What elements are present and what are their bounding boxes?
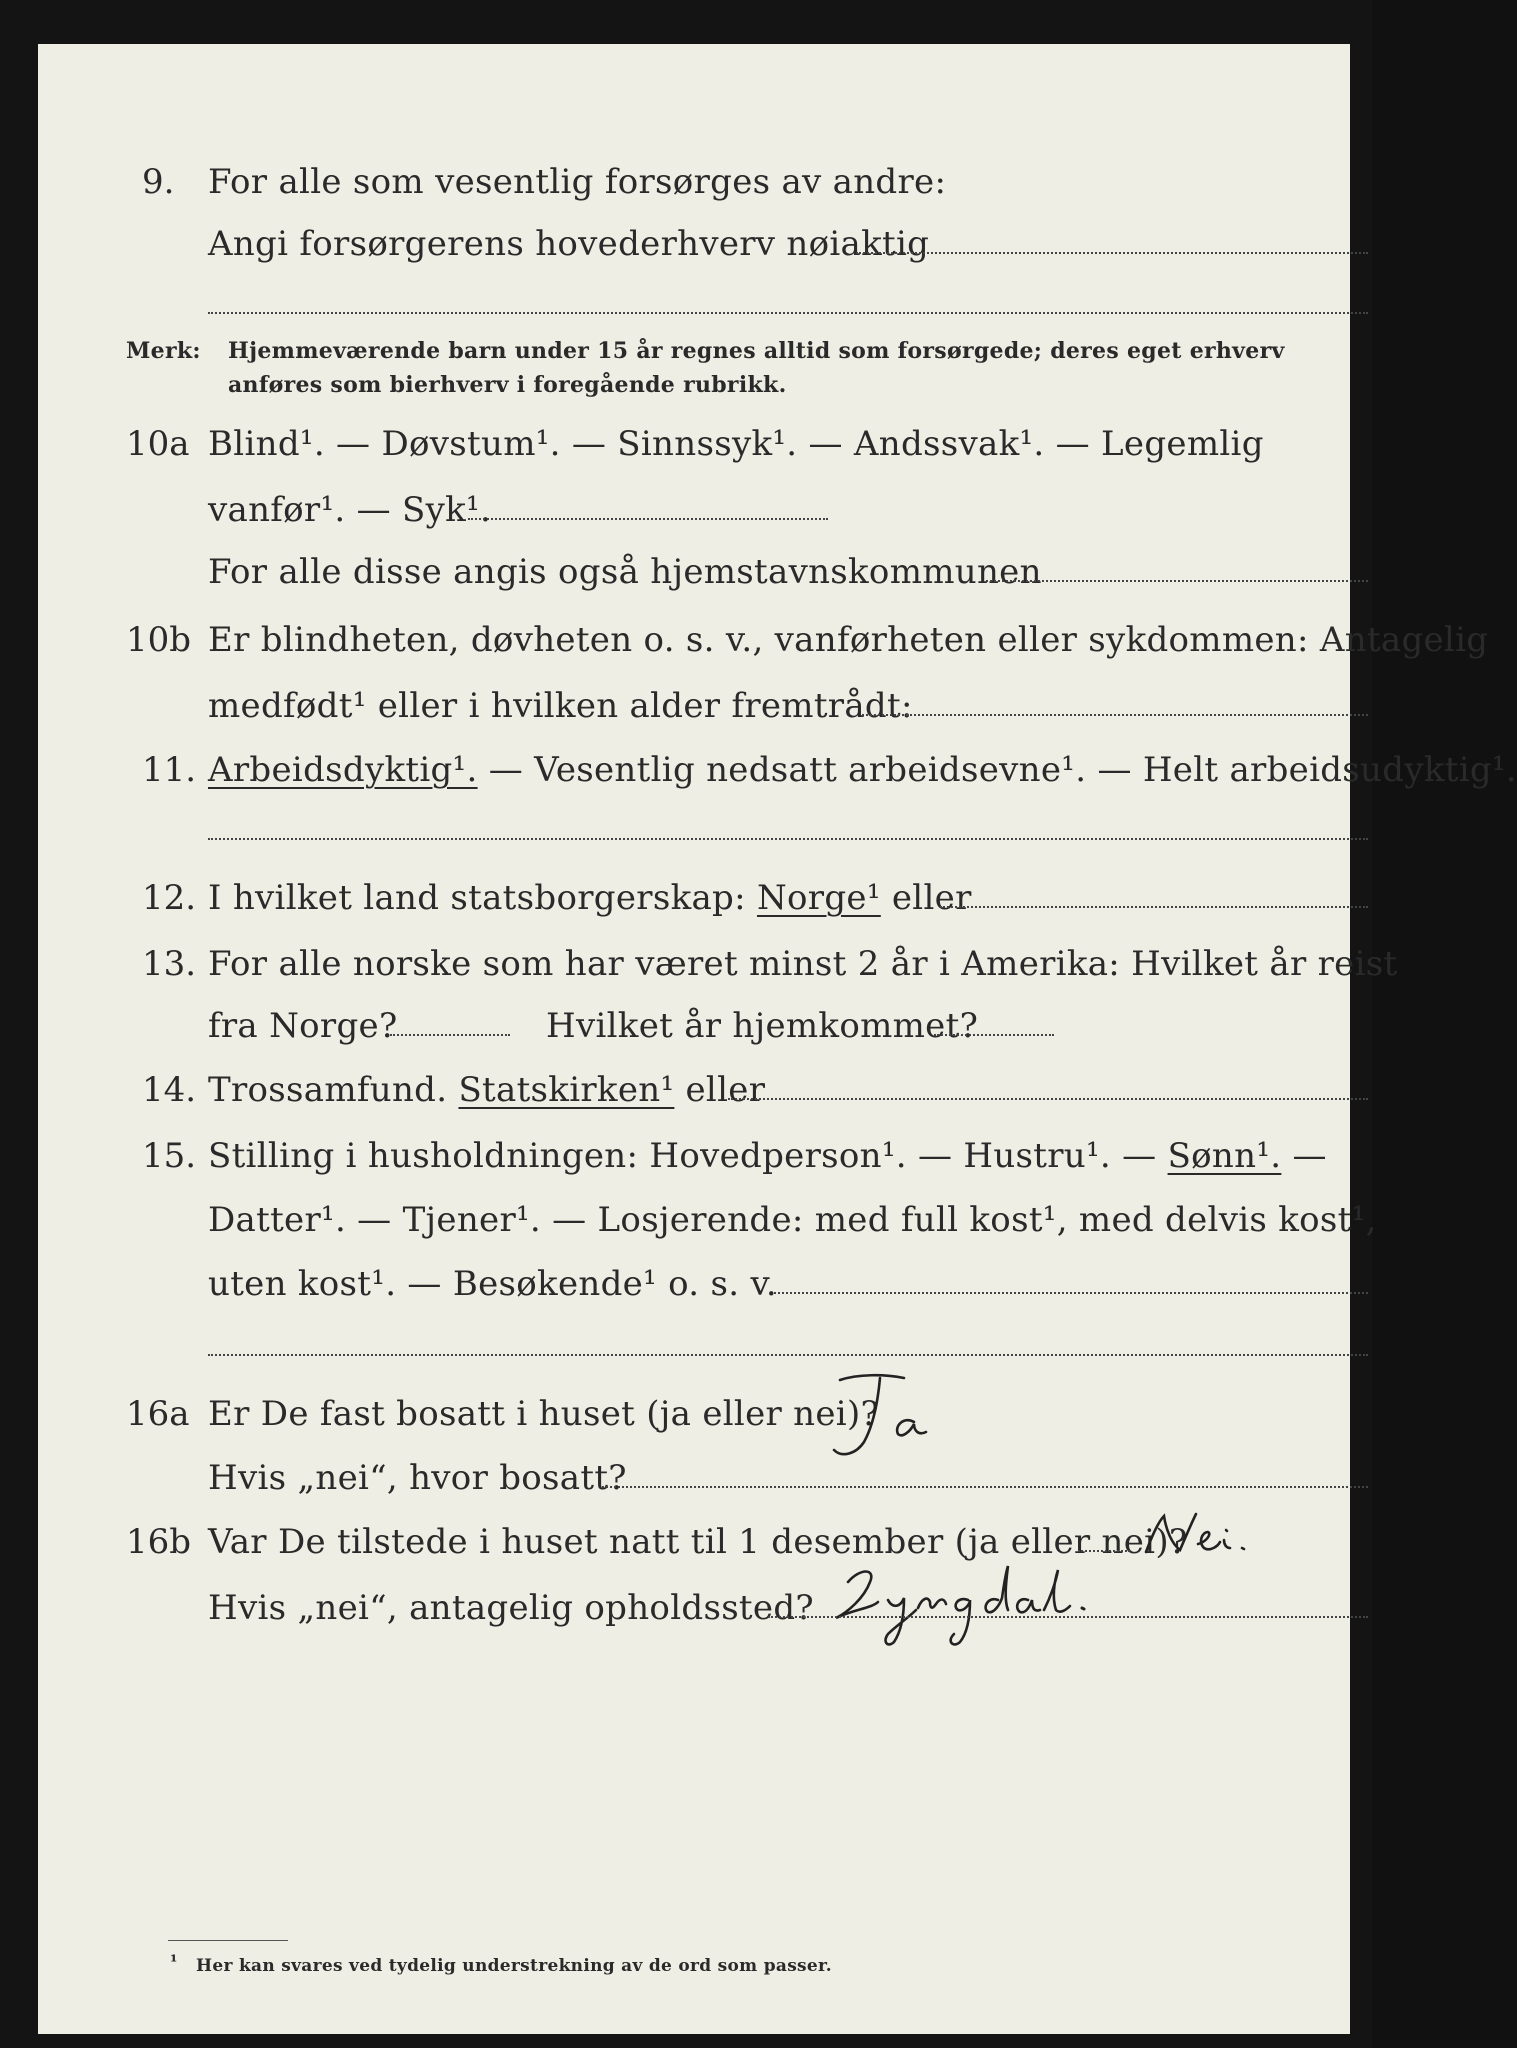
q14-number: 14. — [142, 1070, 197, 1110]
q16a-bosatt-line — [602, 1486, 1368, 1488]
q12-prefix: I hvilket land statsborgerskap: — [208, 878, 746, 918]
q9-line2: Angi forsørgerens hovederhverv nøiaktig — [208, 224, 930, 264]
q12-norge-underlined: Norge¹ — [756, 878, 881, 918]
q10b-line2: medfødt¹ eller i hvilken alder fremtrådt: — [208, 686, 913, 726]
merk-line2: anføres som bierhverv i foregående rubrikk. — [228, 372, 787, 398]
q10a-line2: vanfør¹. — Syk¹. — [208, 490, 492, 530]
q16b-opholdssted-line — [768, 1616, 1368, 1618]
q13-hjemkommet-line — [934, 1034, 1054, 1036]
q15-number: 15. — [142, 1136, 197, 1176]
footnote-separator — [168, 1940, 288, 1941]
merk-label: Merk: — [126, 338, 201, 364]
census-form-page — [38, 44, 1517, 2034]
q12-answer-line — [940, 906, 1368, 908]
q10a-syk-line — [468, 518, 828, 520]
footnote-mark: ¹ — [170, 1952, 178, 1972]
q16a-line1: Er De fast bosatt i huset (ja eller nei)? — [208, 1394, 880, 1434]
q9-extra-line — [208, 312, 1368, 314]
q16a-line2: Hvis „nei“, hvor bosatt? — [208, 1458, 627, 1498]
q11-extra-line — [208, 838, 1368, 840]
q9-number: 9. — [142, 162, 175, 202]
q13-line1: For alle norske som har været minst 2 år i Amerika: Hvilket år reist — [208, 944, 1398, 984]
q14-prefix: Trossamfund. — [208, 1070, 448, 1110]
q16b-line2: Hvis „nei“, antagelig opholdssted? — [208, 1588, 814, 1628]
q9-line1: For alle som vesentlig forsørges av andre: — [208, 162, 947, 202]
q16b-handwritten-place — [818, 1558, 1138, 1650]
q14-answer-line — [728, 1098, 1368, 1100]
q10a-line1: Blind¹. — Døvstum¹. — Sinnssyk¹. — Andssvak¹. — Legemlig — [208, 424, 1264, 464]
q11-text — [208, 750, 1517, 790]
q12-number: 12. — [142, 878, 197, 918]
q12-text — [208, 878, 972, 918]
q16b-line1: Var De tilstede i huset natt til 1 desember (ja eller nei)? — [208, 1522, 1188, 1562]
q10b-line1: Er blindheten, døvheten o. s. v., vanførheten eller sykdommen: Antagelig — [208, 620, 1489, 660]
q10a-kommune-line — [986, 580, 1368, 582]
q9-answer-line — [856, 252, 1368, 254]
q10b-answer-line — [862, 714, 1368, 716]
q15-line1a: Stilling i husholdningen: Hovedperson¹. — Hustru¹. — — [208, 1136, 1157, 1176]
q13-line2a: fra Norge? — [208, 1006, 398, 1046]
q15-line3: uten kost¹. — Besøkende¹ o. s. v. — [208, 1264, 778, 1304]
q15-answer-line — [774, 1292, 1368, 1294]
q13-reist-line — [390, 1034, 510, 1036]
q11-arbeidsdyktig-underlined: Arbeidsdyktig¹. — [208, 750, 478, 790]
q15-line1 — [208, 1136, 1327, 1176]
q12-suffix: eller — [891, 878, 972, 918]
q13-line2b: Hvilket år hjemkommet? — [546, 1006, 979, 1046]
q16a-handwritten-answer — [818, 1366, 948, 1462]
q11-number: 11. — [142, 750, 197, 790]
q10a-number: 10a — [126, 424, 190, 464]
q14-suffix: eller — [685, 1070, 766, 1110]
q16b-number: 16b — [126, 1522, 192, 1562]
q15-sonn-underlined: Sønn¹. — [1167, 1136, 1282, 1176]
footnote-text: Her kan svares ved tydelig understrekning av de ord som passer. — [196, 1956, 832, 1976]
q14-text — [208, 1070, 765, 1110]
q10a-line3: For alle disse angis også hjemstavnskommunen — [208, 552, 1042, 592]
q15-extra-line — [208, 1354, 1368, 1356]
q16b-handwritten-answer — [1132, 1506, 1282, 1562]
q11-rest: — Vesentlig nedsatt arbeidsevne¹. — Helt arbeidsudyktig¹. — [488, 750, 1517, 790]
q13-number: 13. — [142, 944, 197, 984]
q15-line2: Datter¹. — Tjener¹. — Losjerende: med full kost¹, med delvis kost¹, — [208, 1200, 1377, 1240]
q16b-answer-line — [1078, 1550, 1130, 1552]
merk-line1: Hjemmeværende barn under 15 år regnes alltid som forsørgede; deres eget erhverv — [228, 338, 1285, 364]
q16a-number: 16a — [126, 1394, 190, 1434]
q10b-number: 10b — [126, 620, 192, 660]
q15-line1c: — — [1292, 1136, 1327, 1176]
q14-statskirken-underlined: Statskirken¹ — [458, 1070, 675, 1110]
